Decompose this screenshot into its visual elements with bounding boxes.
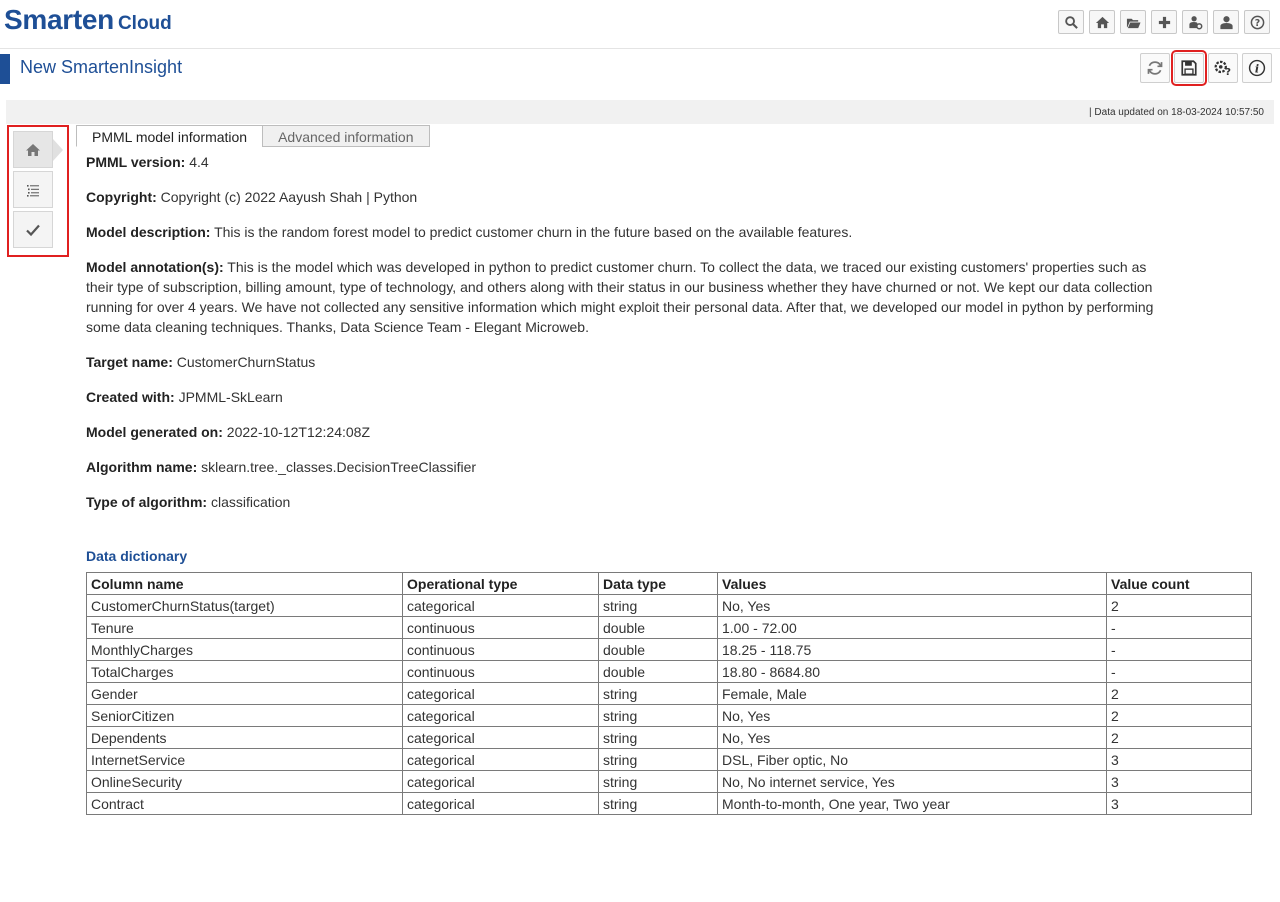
user-icon[interactable] bbox=[1213, 10, 1239, 34]
table-row bbox=[87, 617, 1252, 639]
table-cell: - bbox=[1107, 617, 1252, 639]
home-icon bbox=[25, 142, 41, 158]
table-cell: string bbox=[599, 771, 718, 793]
created-with-label: Created with: bbox=[86, 389, 175, 405]
table-cell: DSL, Fiber optic, No bbox=[718, 749, 1107, 771]
algorithm-type-value: classification bbox=[210, 494, 291, 510]
table-cell: SeniorCitizen bbox=[87, 705, 403, 727]
table-cell: 2 bbox=[1107, 727, 1252, 749]
table-cell: No, Yes bbox=[718, 705, 1107, 727]
folder-icon[interactable] bbox=[1120, 10, 1146, 34]
algorithm-type-label: Type of algorithm: bbox=[86, 494, 208, 510]
svg-text:?: ? bbox=[1254, 17, 1260, 29]
table-cell: CustomerChurnStatus(target) bbox=[87, 595, 403, 617]
table-row bbox=[87, 727, 1252, 749]
data-dictionary-table bbox=[86, 572, 1252, 815]
table-cell: Dependents bbox=[87, 727, 403, 749]
table-cell: TotalCharges bbox=[87, 661, 403, 683]
table-cell: double bbox=[599, 661, 718, 683]
algorithm-name-row bbox=[86, 457, 1156, 477]
table-cell: Month-to-month, One year, Two year bbox=[718, 793, 1107, 815]
refresh-icon[interactable] bbox=[1140, 53, 1170, 83]
target-name-label: Target name: bbox=[86, 354, 173, 370]
table-cell: 18.80 - 8684.80 bbox=[718, 661, 1107, 683]
column-header: Data type bbox=[599, 573, 718, 595]
table-cell: double bbox=[599, 617, 718, 639]
table-cell: 1.00 - 72.00 bbox=[718, 617, 1107, 639]
left-nav-panel bbox=[7, 125, 69, 257]
save-icon[interactable] bbox=[1174, 53, 1204, 83]
header-divider bbox=[0, 48, 1280, 49]
help-icon[interactable] bbox=[1244, 10, 1270, 34]
table-cell: Contract bbox=[87, 793, 403, 815]
settings-question-icon[interactable] bbox=[1208, 53, 1238, 83]
pmml-version-row bbox=[86, 152, 1156, 172]
algorithm-name-value: sklearn.tree._classes.DecisionTreeClassifier bbox=[201, 459, 477, 475]
table-cell: string bbox=[599, 705, 718, 727]
check-icon bbox=[25, 222, 41, 238]
table-row bbox=[87, 793, 1252, 815]
page-title: New SmartenInsight bbox=[20, 57, 183, 77]
nav-check-button[interactable] bbox=[13, 211, 53, 248]
table-cell: No, Yes bbox=[718, 595, 1107, 617]
table-cell: OnlineSecurity bbox=[87, 771, 403, 793]
column-header: Operational type bbox=[403, 573, 599, 595]
table-cell: 3 bbox=[1107, 771, 1252, 793]
home-icon[interactable] bbox=[1089, 10, 1115, 34]
copyright-value: Copyright (c) 2022 Aayush Shah | Python bbox=[160, 189, 418, 205]
tab-pmml-model-information[interactable]: PMML model information bbox=[76, 125, 263, 147]
table-cell: continuous bbox=[403, 661, 599, 683]
svg-text:i: i bbox=[1254, 61, 1260, 76]
algorithm-type-row bbox=[86, 492, 1156, 512]
tab-advanced-information[interactable]: Advanced information bbox=[262, 125, 429, 147]
table-cell: Female, Male bbox=[718, 683, 1107, 705]
table-cell: 3 bbox=[1107, 749, 1252, 771]
pmml-version-label: PMML version: bbox=[86, 154, 186, 170]
table-cell: categorical bbox=[403, 771, 599, 793]
column-header: Column name bbox=[87, 573, 403, 595]
table-cell: categorical bbox=[403, 793, 599, 815]
model-annotation-row bbox=[86, 257, 1156, 337]
table-cell: categorical bbox=[403, 683, 599, 705]
nav-active-indicator bbox=[53, 139, 63, 161]
table-row bbox=[87, 595, 1252, 617]
model-description-row bbox=[86, 222, 1156, 242]
copyright-label: Copyright: bbox=[86, 189, 157, 205]
table-cell: string bbox=[599, 793, 718, 815]
table-cell: continuous bbox=[403, 617, 599, 639]
target-name-row bbox=[86, 352, 1156, 372]
table-cell: string bbox=[599, 727, 718, 749]
table-header-row bbox=[87, 573, 1252, 595]
table-row bbox=[87, 683, 1252, 705]
table-cell: 18.25 - 118.75 bbox=[718, 639, 1107, 661]
model-description-label: Model description: bbox=[86, 224, 211, 240]
table-row bbox=[87, 639, 1252, 661]
model-generated-value: 2022-10-12T12:24:08Z bbox=[226, 424, 371, 440]
column-header: Values bbox=[718, 573, 1107, 595]
table-cell: Tenure bbox=[87, 617, 403, 639]
plus-icon[interactable] bbox=[1151, 10, 1177, 34]
table-row bbox=[87, 661, 1252, 683]
table-cell: Gender bbox=[87, 683, 403, 705]
table-row bbox=[87, 749, 1252, 771]
table-cell: InternetService bbox=[87, 749, 403, 771]
table-cell: No, Yes bbox=[718, 727, 1107, 749]
table-cell: continuous bbox=[403, 639, 599, 661]
user-settings-icon[interactable] bbox=[1182, 10, 1208, 34]
table-cell: 2 bbox=[1107, 595, 1252, 617]
table-cell: - bbox=[1107, 661, 1252, 683]
nav-list-button[interactable] bbox=[13, 171, 53, 208]
model-annotation-value: This is the model which was developed in python to predict customer churn. To collect the data, we traced our existing customers' properties such as their type of subscription, billing amount, type of technology, and others along with their status in our business whether they have churned or not. We kept our data collection running for over 4 years. We have not collected any sensitive information which might exploit their personal data. After that, we developed our model in python by performing some data cleaning techniques. Thanks, Data Science Team - Elegant Microweb. bbox=[86, 259, 1154, 335]
title-toolbar bbox=[1140, 53, 1272, 83]
table-cell: 2 bbox=[1107, 683, 1252, 705]
model-generated-row bbox=[86, 422, 1156, 442]
data-updated-text: | Data updated on 18-03-2024 10:57:50 bbox=[1089, 107, 1264, 118]
table-cell: categorical bbox=[403, 705, 599, 727]
data-dictionary-title: Data dictionary bbox=[86, 548, 188, 564]
table-cell: categorical bbox=[403, 749, 599, 771]
column-header: Value count bbox=[1107, 573, 1252, 595]
table-cell: string bbox=[599, 683, 718, 705]
table-cell: No, No internet service, Yes bbox=[718, 771, 1107, 793]
table-body bbox=[87, 595, 1252, 815]
created-with-row bbox=[86, 387, 1156, 407]
list-icon bbox=[25, 182, 41, 198]
model-annotation-label: Model annotation(s): bbox=[86, 259, 224, 275]
table-row bbox=[87, 771, 1252, 793]
brand-sub: Cloud bbox=[117, 13, 172, 34]
algorithm-name-label: Algorithm name: bbox=[86, 459, 198, 475]
app-logo bbox=[4, 4, 172, 36]
table-cell: categorical bbox=[403, 595, 599, 617]
table-cell: 3 bbox=[1107, 793, 1252, 815]
table-cell: MonthlyCharges bbox=[87, 639, 403, 661]
table-row bbox=[87, 705, 1252, 727]
nav-home-button[interactable] bbox=[13, 131, 53, 168]
table-cell: 2 bbox=[1107, 705, 1252, 727]
created-with-value: JPMML-SkLearn bbox=[178, 389, 283, 405]
brand-name: Smarten bbox=[4, 4, 114, 35]
table-cell: string bbox=[599, 749, 718, 771]
top-toolbar bbox=[1058, 10, 1270, 34]
info-icon[interactable] bbox=[1242, 53, 1272, 83]
svg-text:?: ? bbox=[1225, 66, 1231, 77]
table-cell: double bbox=[599, 639, 718, 661]
table-cell: categorical bbox=[403, 727, 599, 749]
model-description-value: This is the random forest model to predict customer churn in the future based on the available features. bbox=[214, 224, 853, 240]
title-accent-bar bbox=[0, 54, 10, 84]
table-cell: string bbox=[599, 595, 718, 617]
target-name-value: CustomerChurnStatus bbox=[176, 354, 316, 370]
search-icon[interactable] bbox=[1058, 10, 1084, 34]
model-generated-label: Model generated on: bbox=[86, 424, 223, 440]
pmml-version-value: 4.4 bbox=[189, 154, 209, 170]
table-cell: - bbox=[1107, 639, 1252, 661]
status-bar bbox=[6, 100, 1274, 124]
copyright-row bbox=[86, 187, 1156, 207]
info-tabs bbox=[76, 125, 429, 147]
